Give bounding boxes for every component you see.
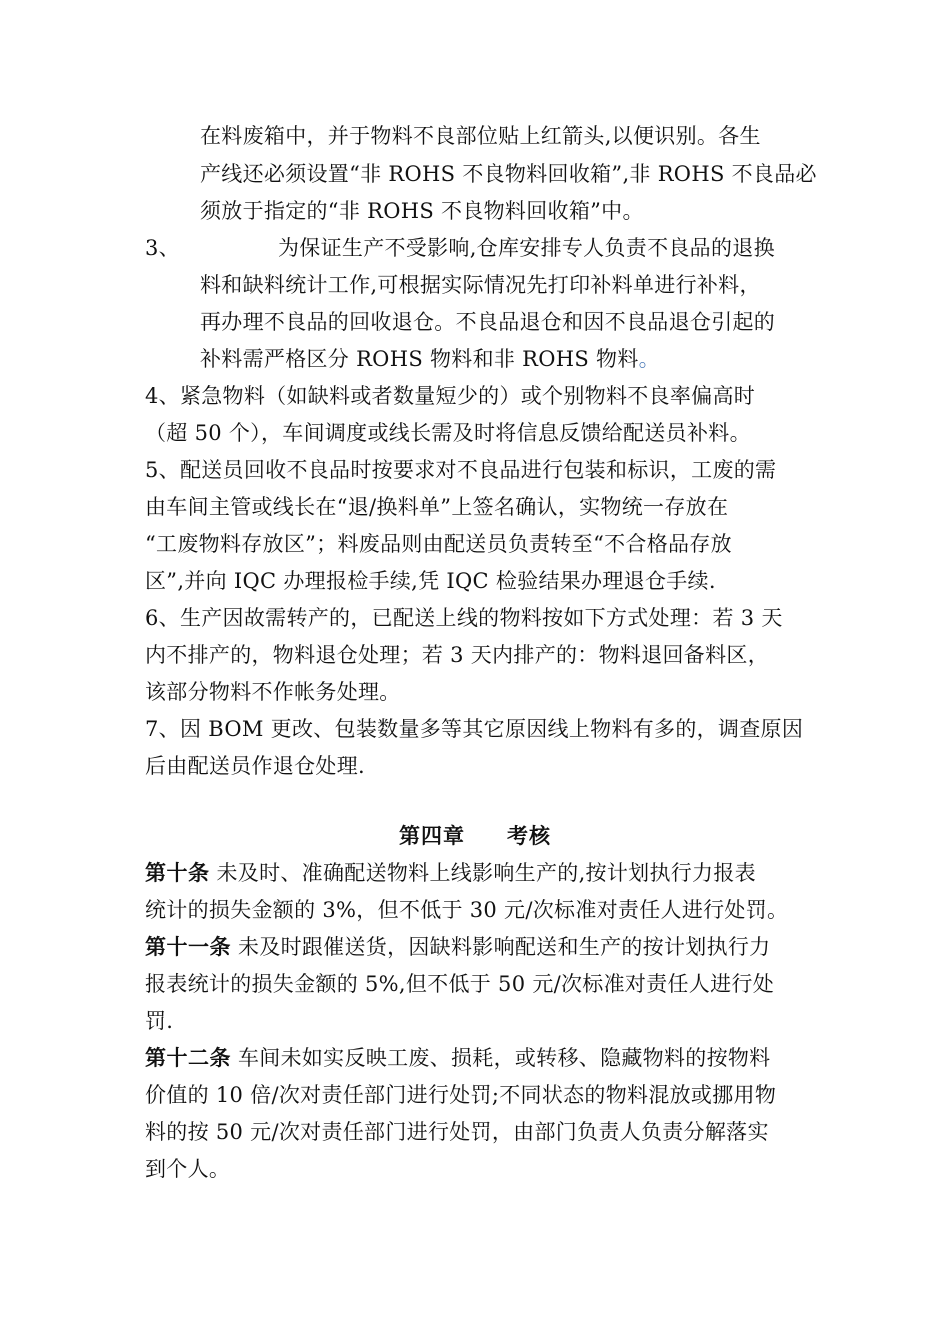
item-number: 3、 bbox=[145, 236, 180, 260]
article-text: 未及时跟催送货，因缺料影响配送和生产的按计划执行力 bbox=[231, 935, 771, 959]
chapter-heading bbox=[0, 821, 950, 851]
paragraph-line: 后由配送员作退仓处理. bbox=[145, 754, 365, 778]
article-text: 车间未如实反映工废、损耗，或转移、隐藏物料的按物料 bbox=[231, 1046, 771, 1070]
article-label: 第十条 bbox=[145, 861, 210, 885]
article-label: 第十二条 bbox=[145, 1046, 231, 1070]
paragraph-line: 区”,并向 IQC 办理报检手续,凭 IQC 检验结果办理退仓手续. bbox=[145, 569, 716, 593]
paragraph-line: 料的按 50 元/次对责任部门进行处罚，由部门负责人负责分解落实 bbox=[145, 1120, 769, 1144]
article-12-line bbox=[145, 1043, 770, 1073]
paragraph-line: 价值的 10 倍/次对责任部门进行处罚;不同状态的物料混放或挪用物 bbox=[145, 1083, 777, 1107]
chapter-number: 第四章 bbox=[399, 824, 465, 848]
paragraph-line: 产线还必须设置“非 ROHS 不良物料回收箱”,非 ROHS 不良品必 bbox=[200, 162, 817, 186]
paragraph-line: 统计的损失金额的 3%，但不低于 30 元/次标准对责任人进行处罚。 bbox=[145, 898, 789, 922]
paragraph-line: 6、生产因故需转产的，已配送上线的物料按如下方式处理：若 3 天 bbox=[145, 606, 783, 630]
paragraph-line: 料和缺料统计工作,可根据实际情况先打印补料单进行补料， bbox=[200, 273, 761, 297]
paragraph-line: （超 50 个），车间调度或线长需及时将信息反馈给配送员补料。 bbox=[145, 421, 751, 445]
paragraph-line: 须放于指定的“非 ROHS 不良物料回收箱”中。 bbox=[200, 199, 644, 223]
paragraph-line: 4、紧急物料（如缺料或者数量短少的）或个别物料不良率偏高时 bbox=[145, 384, 756, 408]
article-text: 未及时、准确配送物料上线影响生产的,按计划执行力报表 bbox=[209, 861, 756, 885]
article-label: 第十一条 bbox=[145, 935, 231, 959]
line-text: 补料需严格区分 ROHS 物料和非 ROHS 物料 bbox=[200, 347, 639, 371]
paragraph-line: 再办理不良品的回收退仓。不良品退仓和因不良品退仓引起的 bbox=[200, 310, 776, 334]
paragraph-line: 7、因 BOM 更改、包装数量多等其它原因线上物料有多的，调查原因 bbox=[145, 717, 804, 741]
paragraph-line: 由车间主管或线长在“退/换料单”上签名确认，实物统一存放在 bbox=[145, 495, 729, 519]
paragraph-line: 在料废箱中，并于物料不良部位贴上红箭头,以便识别。各生 bbox=[200, 124, 761, 148]
paragraph-line bbox=[200, 344, 660, 374]
paragraph-line: 5、配送员回收不良品时按要求对不良品进行包装和标识，工废的需 bbox=[145, 458, 777, 482]
paragraph-line: 该部分物料不作帐务处理。 bbox=[145, 680, 401, 704]
paragraph-line: “工废物料存放区”；料废品则由配送员负责转至“不合格品存放 bbox=[145, 532, 732, 556]
paragraph-line: 为保证生产不受影响,仓库安排专人负责不良品的退换 bbox=[278, 236, 775, 260]
paragraph-line: 到个人。 bbox=[145, 1157, 231, 1181]
article-11-line bbox=[145, 932, 770, 962]
chapter-title: 考核 bbox=[507, 824, 551, 848]
line-end-mark: 。 bbox=[638, 347, 660, 371]
paragraph-line: 内不排产的，物料退仓处理；若 3 天内排产的：物料退回备料区， bbox=[145, 643, 770, 667]
paragraph-line: 罚. bbox=[145, 1009, 174, 1033]
paragraph-line: 报表统计的损失金额的 5%,但不低于 50 元/次标准对责任人进行处 bbox=[145, 972, 775, 996]
article-10-line bbox=[145, 858, 756, 888]
